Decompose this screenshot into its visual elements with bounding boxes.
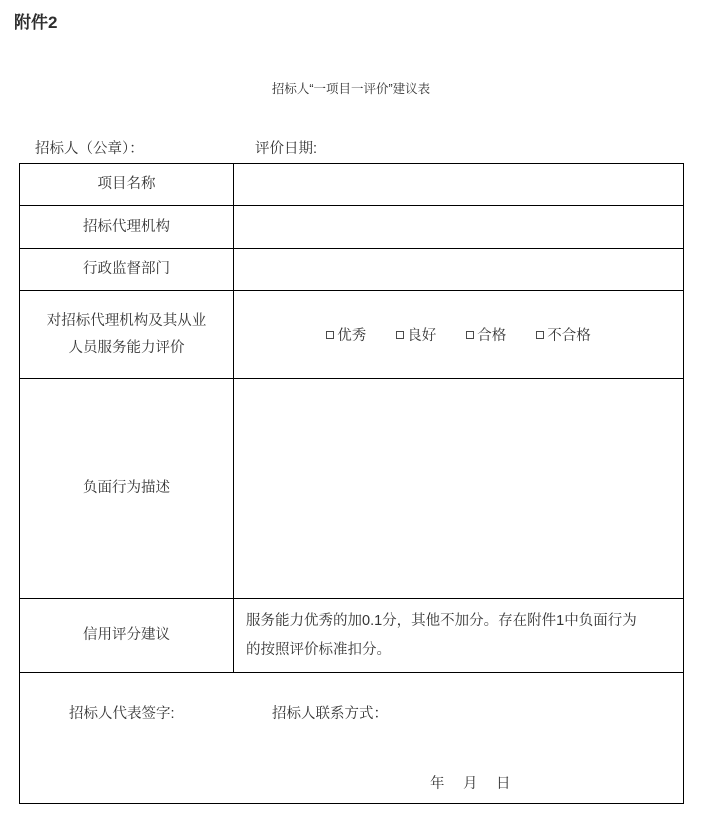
table-row-service-rating (20, 291, 684, 379)
table-row-supervision-dept (20, 249, 684, 291)
option-label: 良好 (407, 328, 437, 344)
meta-line (0, 137, 702, 157)
form-title: 招标人“一项目一评价”建议表 (271, 82, 431, 96)
table-row-negative-behavior (20, 379, 684, 599)
service-rating-label: 对招标代理机构及其从业人员服务能力评价 (20, 291, 234, 379)
table-row-project-name (20, 164, 684, 206)
agency-value (234, 206, 684, 249)
signature-cell-inner (20, 674, 683, 803)
tenderer-seal-label: 招标人（公章）： (35, 141, 144, 157)
table-row-signature (20, 673, 684, 804)
agency-label: 招标代理机构 (20, 206, 234, 249)
credit-score-note: 服务能力优秀的加0.1分，其他不加分。存在附件1中负面行为的按照评价标准扣分。 (234, 599, 684, 673)
checkbox-icon (536, 331, 544, 339)
supervision-dept-label: 行政监督部门 (20, 249, 234, 291)
credit-score-label: 信用评分建议 (20, 599, 234, 673)
signature-cell (20, 673, 684, 804)
attachment-label: 附件2 (14, 13, 58, 32)
supervision-dept-value (234, 249, 684, 291)
table-row-agency (20, 206, 684, 249)
service-rating-options (234, 291, 684, 379)
option-label: 合格 (477, 328, 507, 344)
evaluation-table (19, 163, 684, 804)
option-label: 不合格 (547, 328, 591, 344)
negative-behavior-value (234, 379, 684, 599)
service-rating-option-qualified[interactable] (466, 324, 506, 345)
table-row-credit-score (20, 599, 684, 673)
evaluation-date-label: 评价日期: (255, 141, 318, 157)
project-name-label: 项目名称 (20, 164, 234, 206)
representative-signature-label: 招标人代表签字: (69, 705, 175, 722)
checkbox-icon (466, 331, 474, 339)
negative-behavior-label: 负面行为描述 (20, 379, 234, 599)
option-label: 优秀 (337, 328, 367, 344)
tenderer-contact-label: 招标人联系方式： (272, 705, 388, 722)
service-rating-option-excellent[interactable] (326, 324, 366, 345)
project-name-value (234, 164, 684, 206)
checkbox-icon (396, 331, 404, 339)
year-month-day-line: 年 月 日 (430, 775, 513, 792)
checkbox-icon (326, 331, 334, 339)
service-rating-option-good[interactable] (396, 324, 436, 345)
service-rating-option-unqualified[interactable] (536, 324, 591, 345)
